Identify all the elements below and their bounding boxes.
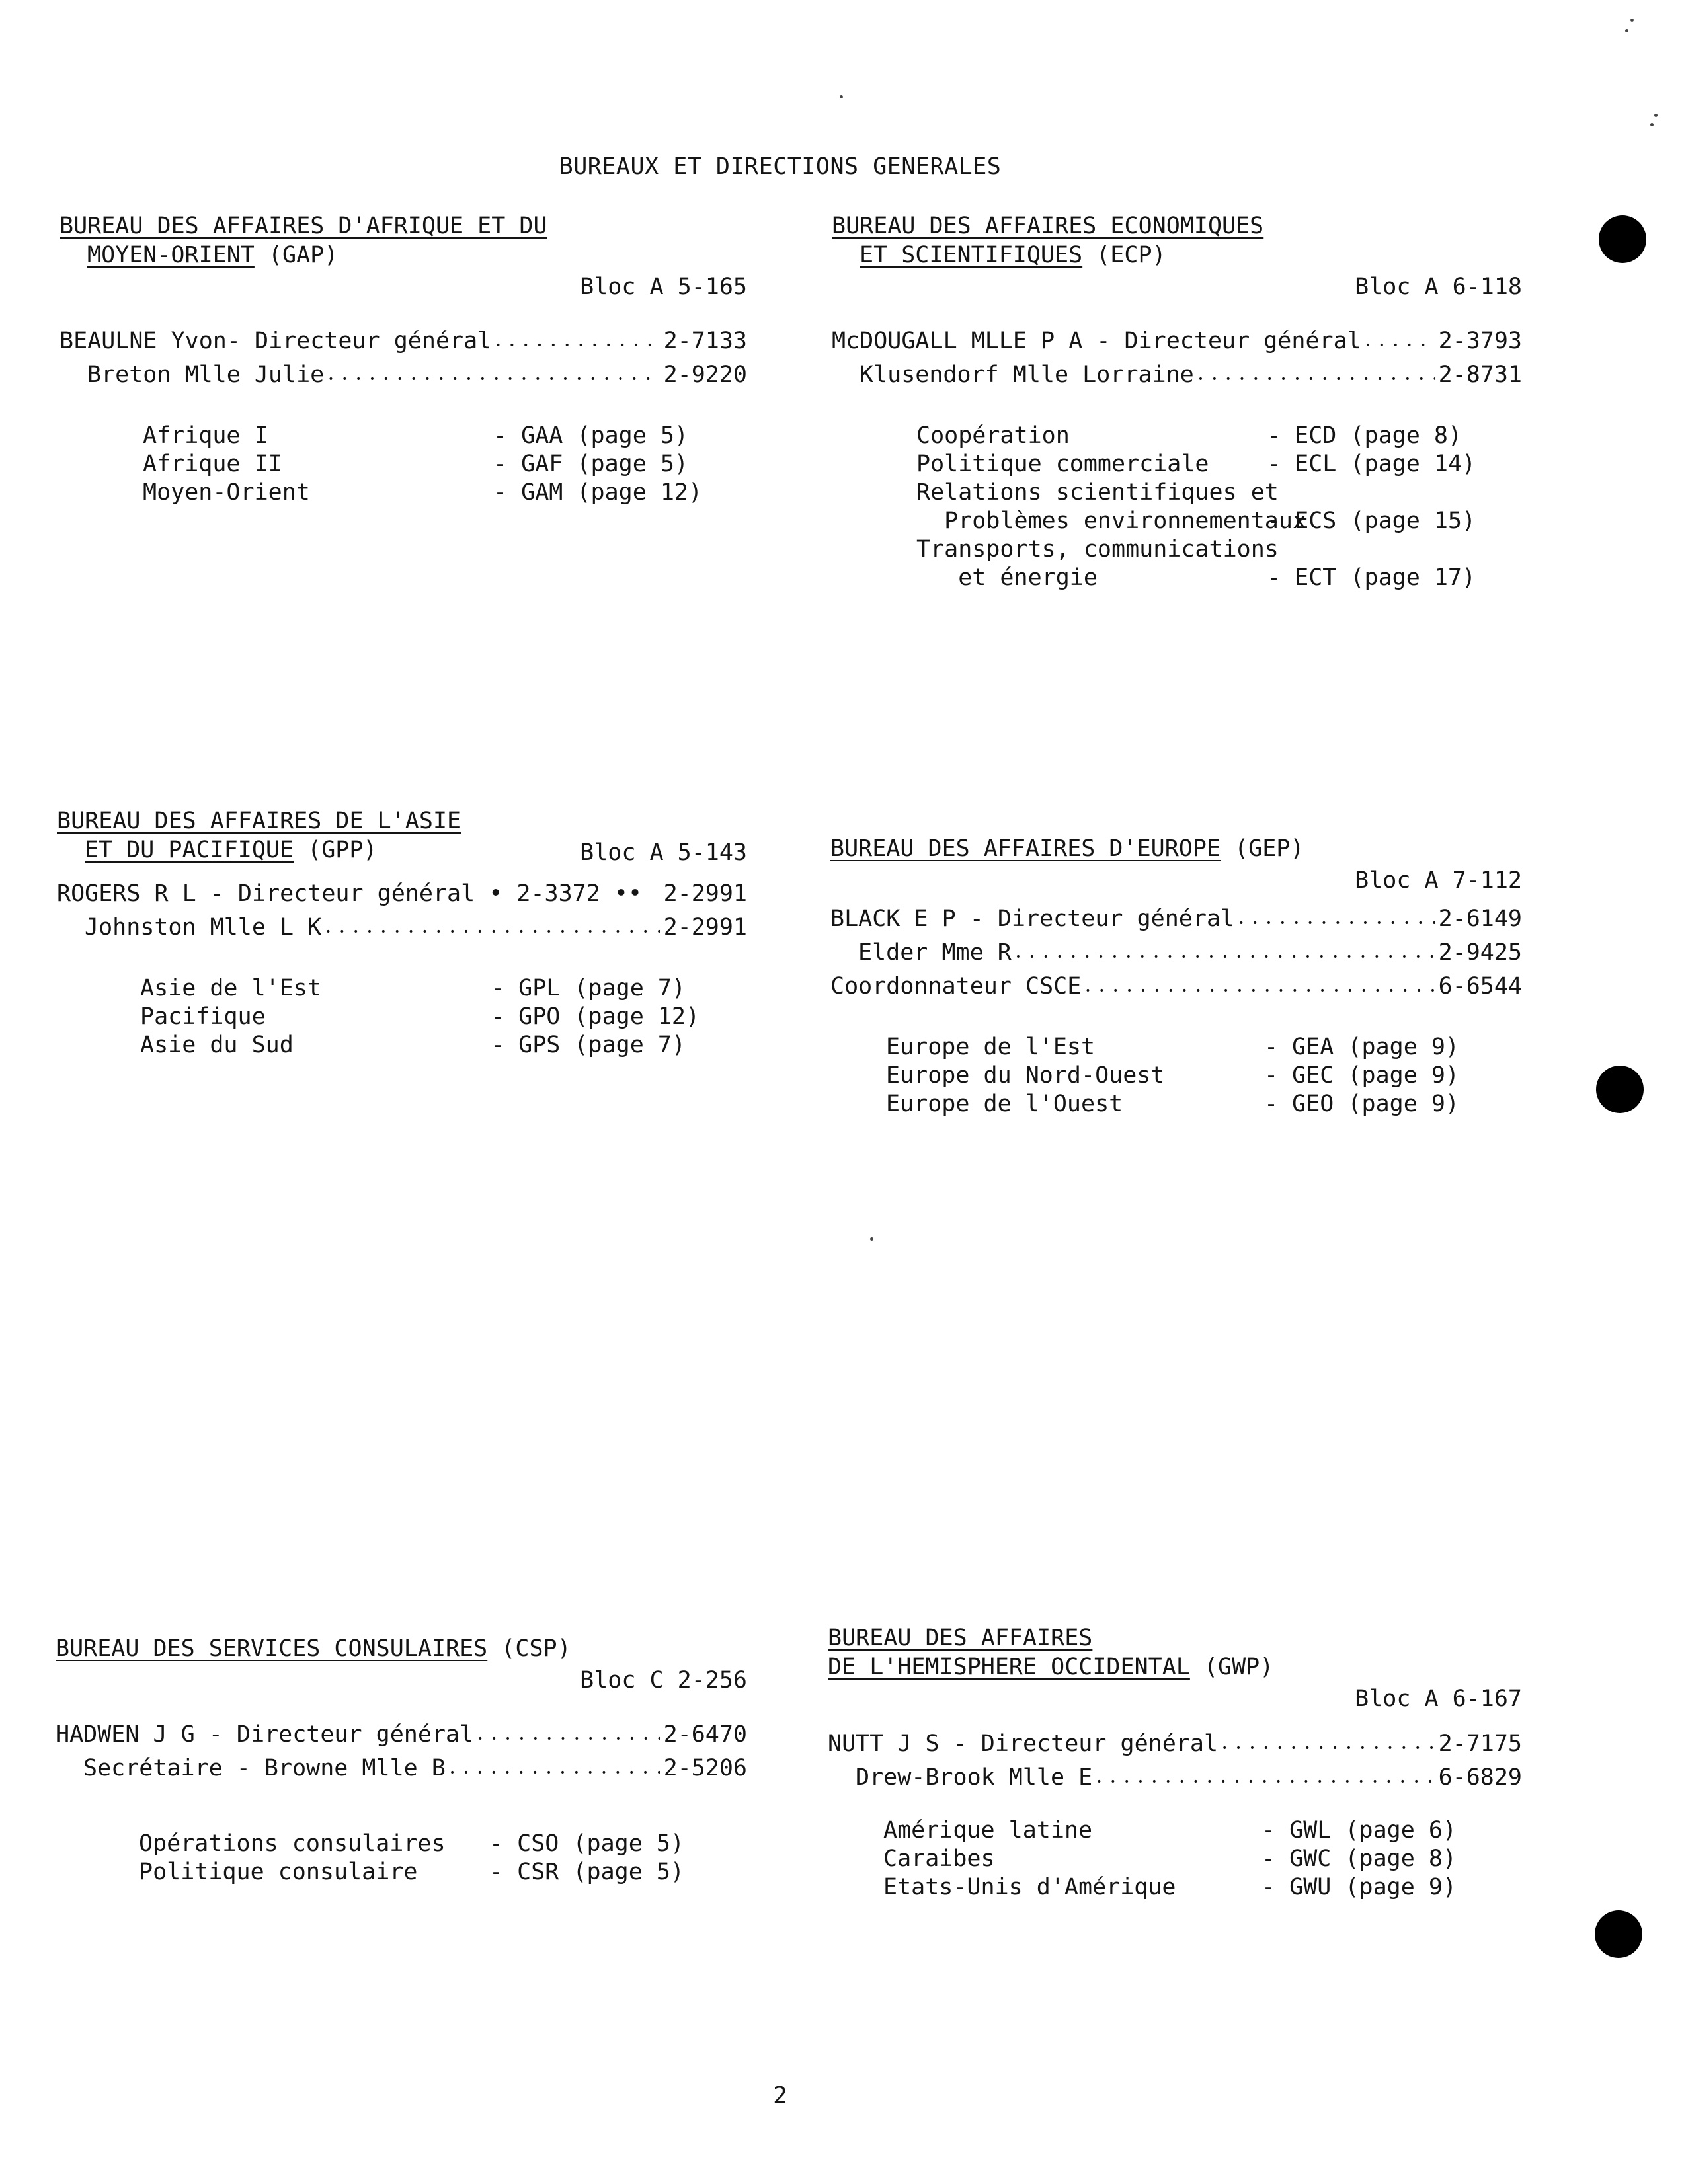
division-code: - CSR (page 5) bbox=[489, 1859, 685, 1885]
heading-line-2: ET DU PACIFIQUE bbox=[85, 837, 294, 863]
person-row bbox=[832, 360, 1522, 394]
bloc-location: Bloc A 6-167 bbox=[1355, 1686, 1522, 1712]
division-name: Europe de l'Ouest bbox=[886, 1091, 1123, 1117]
phone-extension: 2-2991 bbox=[663, 914, 747, 941]
person-name: Coordonnateur CSCE bbox=[830, 973, 1082, 999]
person-row bbox=[60, 360, 747, 394]
bloc-location: Bloc C 2-256 bbox=[580, 1667, 747, 1694]
divisions-list bbox=[56, 1830, 747, 1887]
person-row bbox=[56, 1720, 747, 1754]
divisions-list bbox=[57, 974, 747, 1060]
division-code: - GEO (page 9) bbox=[1264, 1091, 1460, 1117]
phone-extension: 2-6470 bbox=[663, 1721, 747, 1748]
division-row bbox=[139, 1830, 747, 1858]
person-name: Elder Mme R bbox=[858, 939, 1012, 966]
division-row bbox=[886, 1090, 1522, 1118]
person-row bbox=[57, 913, 747, 947]
heading-line-1: BUREAU DES SERVICES CONSULAIRES bbox=[56, 1635, 488, 1662]
section-heading bbox=[832, 212, 1522, 270]
division-row bbox=[140, 1003, 747, 1031]
division-name: Etats-Unis d'Amérique bbox=[883, 1874, 1176, 1900]
punch-hole bbox=[1599, 215, 1646, 263]
people-list bbox=[828, 1729, 1522, 1797]
phone-extension: 2-8731 bbox=[1438, 362, 1522, 388]
heading-line-1: BUREAU DES AFFAIRES ECONOMIQUES bbox=[832, 213, 1264, 239]
phone-extension: 2-3793 bbox=[1438, 328, 1522, 354]
leader-dots bbox=[1238, 904, 1434, 938]
person-name: Johnston Mlle L K bbox=[85, 914, 322, 941]
scan-speck bbox=[870, 1237, 873, 1241]
division-row bbox=[883, 1845, 1522, 1873]
person-name: Drew-Brook Mlle E bbox=[856, 1764, 1093, 1791]
person-name: Secrétaire - Browne Mlle B bbox=[83, 1755, 446, 1781]
person-name: ROGERS R L - Directeur général • 2-3372 •• bbox=[57, 880, 643, 907]
people-list bbox=[832, 327, 1522, 394]
heading-line-2: MOYEN-ORIENT bbox=[87, 242, 255, 268]
section-heading bbox=[828, 1623, 1522, 1682]
division-name: Amérique latine bbox=[883, 1817, 1093, 1844]
heading-line-2: ET SCIENTIFIQUES bbox=[860, 242, 1083, 268]
divisions-list bbox=[830, 1033, 1522, 1118]
heading-line-1: BUREAU DES AFFAIRES DE L'ASIE bbox=[57, 808, 461, 834]
leader-dots bbox=[477, 1720, 659, 1754]
person-row bbox=[828, 1763, 1522, 1797]
divisions-list bbox=[828, 1816, 1522, 1902]
heading-code: (GAP) bbox=[254, 242, 339, 268]
division-row bbox=[143, 450, 747, 479]
person-row bbox=[832, 327, 1522, 360]
division-row bbox=[916, 422, 1522, 450]
leader-dots bbox=[450, 1754, 660, 1787]
section-heading bbox=[60, 212, 747, 270]
phone-extension: 2-9425 bbox=[1438, 939, 1522, 966]
division-row bbox=[916, 535, 1522, 592]
page-number: 2 bbox=[773, 2082, 787, 2109]
bloc-location: Bloc A 6-118 bbox=[1355, 274, 1522, 300]
division-name: Caraibes bbox=[883, 1846, 995, 1872]
person-row bbox=[60, 327, 747, 360]
leader-dots bbox=[325, 913, 659, 947]
section-gap bbox=[60, 212, 747, 507]
division-code: - GPS (page 7) bbox=[491, 1032, 686, 1058]
heading-line-1: BUREAU DES AFFAIRES D'EUROPE bbox=[830, 836, 1221, 862]
division-name: Coopération bbox=[916, 422, 1070, 449]
person-name: BEAULNE Yvon- Directeur général bbox=[60, 328, 492, 354]
scan-speck bbox=[1654, 114, 1658, 117]
division-code: - ECD (page 8) bbox=[1267, 422, 1462, 449]
divisions-list bbox=[60, 422, 747, 507]
section-csp bbox=[56, 1634, 747, 1887]
heading-code: (ECP) bbox=[1082, 242, 1166, 268]
division-code: - ECS (page 15) bbox=[1267, 508, 1476, 534]
bloc-location: Bloc A 5-143 bbox=[580, 839, 747, 866]
bloc-location: Bloc A 7-112 bbox=[1355, 867, 1522, 894]
heading-code: (GWP) bbox=[1189, 1654, 1274, 1680]
division-row bbox=[916, 450, 1522, 479]
scan-speck bbox=[840, 95, 843, 98]
bloc-location: Bloc A 5-165 bbox=[580, 274, 747, 300]
division-row bbox=[140, 974, 747, 1003]
scan-speck bbox=[1630, 19, 1634, 22]
section-gep bbox=[830, 834, 1522, 1118]
heading-code: (GPP) bbox=[294, 837, 378, 863]
division-row bbox=[883, 1816, 1522, 1845]
divisions-list bbox=[832, 422, 1522, 592]
leader-dots bbox=[328, 360, 659, 394]
person-row bbox=[830, 938, 1522, 972]
division-code: - GAF (page 5) bbox=[493, 451, 689, 477]
division-row bbox=[883, 1873, 1522, 1902]
division-code: - GPO (page 12) bbox=[491, 1003, 700, 1030]
scan-speck bbox=[1625, 29, 1628, 32]
leader-dots bbox=[1096, 1763, 1434, 1797]
leader-dots bbox=[495, 327, 659, 360]
heading-line-1: BUREAU DES AFFAIRES D'AFRIQUE ET DU bbox=[60, 213, 547, 239]
division-name: Moyen-Orient bbox=[143, 479, 310, 506]
leader-dots bbox=[1198, 360, 1435, 394]
division-row bbox=[886, 1033, 1522, 1062]
phone-extension: 2-7175 bbox=[1438, 1731, 1522, 1757]
person-name: BLACK E P - Directeur général bbox=[830, 906, 1235, 932]
phone-extension: 2-5206 bbox=[663, 1755, 747, 1781]
division-code: - CSO (page 5) bbox=[489, 1830, 685, 1857]
division-name: Europe du Nord-Ouest bbox=[886, 1062, 1165, 1089]
division-row bbox=[143, 479, 747, 507]
heading-line-2: DE L'HEMISPHERE OCCIDENTAL bbox=[828, 1654, 1190, 1680]
division-name: Afrique II bbox=[143, 451, 282, 477]
phone-extension: 2-7133 bbox=[663, 328, 747, 354]
punch-hole bbox=[1596, 1066, 1644, 1113]
punch-hole bbox=[1595, 1910, 1642, 1958]
person-row bbox=[830, 972, 1522, 1005]
division-row bbox=[140, 1031, 747, 1060]
division-name: Pacifique bbox=[140, 1003, 266, 1030]
person-row bbox=[56, 1754, 747, 1787]
person-name: HADWEN J G - Directeur général bbox=[56, 1721, 474, 1748]
division-code: - GWL (page 6) bbox=[1262, 1817, 1457, 1844]
division-code: - GPL (page 7) bbox=[491, 975, 686, 1001]
division-row bbox=[916, 479, 1522, 535]
division-name: Transports, communications et énergie bbox=[916, 536, 1279, 591]
division-code: - GWC (page 8) bbox=[1262, 1846, 1457, 1872]
page-title: BUREAUX ET DIRECTIONS GENERALES bbox=[559, 153, 1002, 180]
people-list bbox=[57, 879, 747, 947]
division-row bbox=[139, 1858, 747, 1887]
people-list bbox=[830, 904, 1522, 1005]
division-row bbox=[886, 1062, 1522, 1090]
section-gpp bbox=[57, 806, 747, 1060]
division-name: Opérations consulaires bbox=[139, 1830, 446, 1857]
division-code: - GEC (page 9) bbox=[1264, 1062, 1460, 1089]
section-ecp bbox=[832, 212, 1522, 592]
phone-extension: 2-6149 bbox=[1438, 906, 1522, 932]
division-name: Asie de l'Est bbox=[140, 975, 321, 1001]
division-code: - ECL (page 14) bbox=[1267, 451, 1476, 477]
phone-extension: 2-2991 bbox=[663, 880, 747, 907]
division-name: Asie du Sud bbox=[140, 1032, 294, 1058]
leader-dots bbox=[1365, 327, 1435, 360]
division-code: - GEA (page 9) bbox=[1264, 1034, 1460, 1060]
heading-code: (GEP) bbox=[1221, 836, 1304, 862]
person-row bbox=[830, 904, 1522, 938]
section-gwp bbox=[828, 1623, 1522, 1902]
division-code: - GWU (page 9) bbox=[1262, 1874, 1457, 1900]
division-name: Politique consulaire bbox=[139, 1859, 418, 1885]
phone-extension: 2-9220 bbox=[663, 362, 747, 388]
scan-speck bbox=[1650, 123, 1654, 126]
phone-extension: 6-6829 bbox=[1438, 1764, 1522, 1791]
people-list bbox=[60, 327, 747, 394]
phone-extension: 6-6544 bbox=[1438, 973, 1522, 999]
heading-line-1: BUREAU DES AFFAIRES bbox=[828, 1625, 1093, 1651]
division-name: Europe de l'Est bbox=[886, 1034, 1096, 1060]
leader-dots bbox=[1016, 938, 1435, 972]
person-name: McDOUGALL MLLE P A - Directeur général bbox=[832, 328, 1361, 354]
person-row bbox=[828, 1729, 1522, 1763]
division-code: - GAM (page 12) bbox=[493, 479, 703, 506]
section-heading bbox=[830, 834, 1522, 863]
section-heading bbox=[56, 1634, 747, 1663]
person-name: Breton Mlle Julie bbox=[87, 362, 325, 388]
person-row bbox=[57, 879, 747, 913]
division-code: - GAA (page 5) bbox=[493, 422, 689, 449]
division-name: Afrique I bbox=[143, 422, 268, 449]
heading-code: (CSP) bbox=[487, 1635, 571, 1662]
division-name: Politique commerciale bbox=[916, 451, 1209, 477]
people-list bbox=[56, 1720, 747, 1787]
leader-dots bbox=[1222, 1729, 1435, 1763]
division-code: - ECT (page 17) bbox=[1267, 565, 1476, 591]
person-name: NUTT J S - Directeur général bbox=[828, 1731, 1219, 1757]
division-name: Relations scientifiques et Problèmes environnementaux bbox=[916, 479, 1307, 534]
leader-dots bbox=[1085, 972, 1434, 1005]
division-row bbox=[143, 422, 747, 450]
person-name: Klusendorf Mlle Lorraine bbox=[860, 362, 1194, 388]
